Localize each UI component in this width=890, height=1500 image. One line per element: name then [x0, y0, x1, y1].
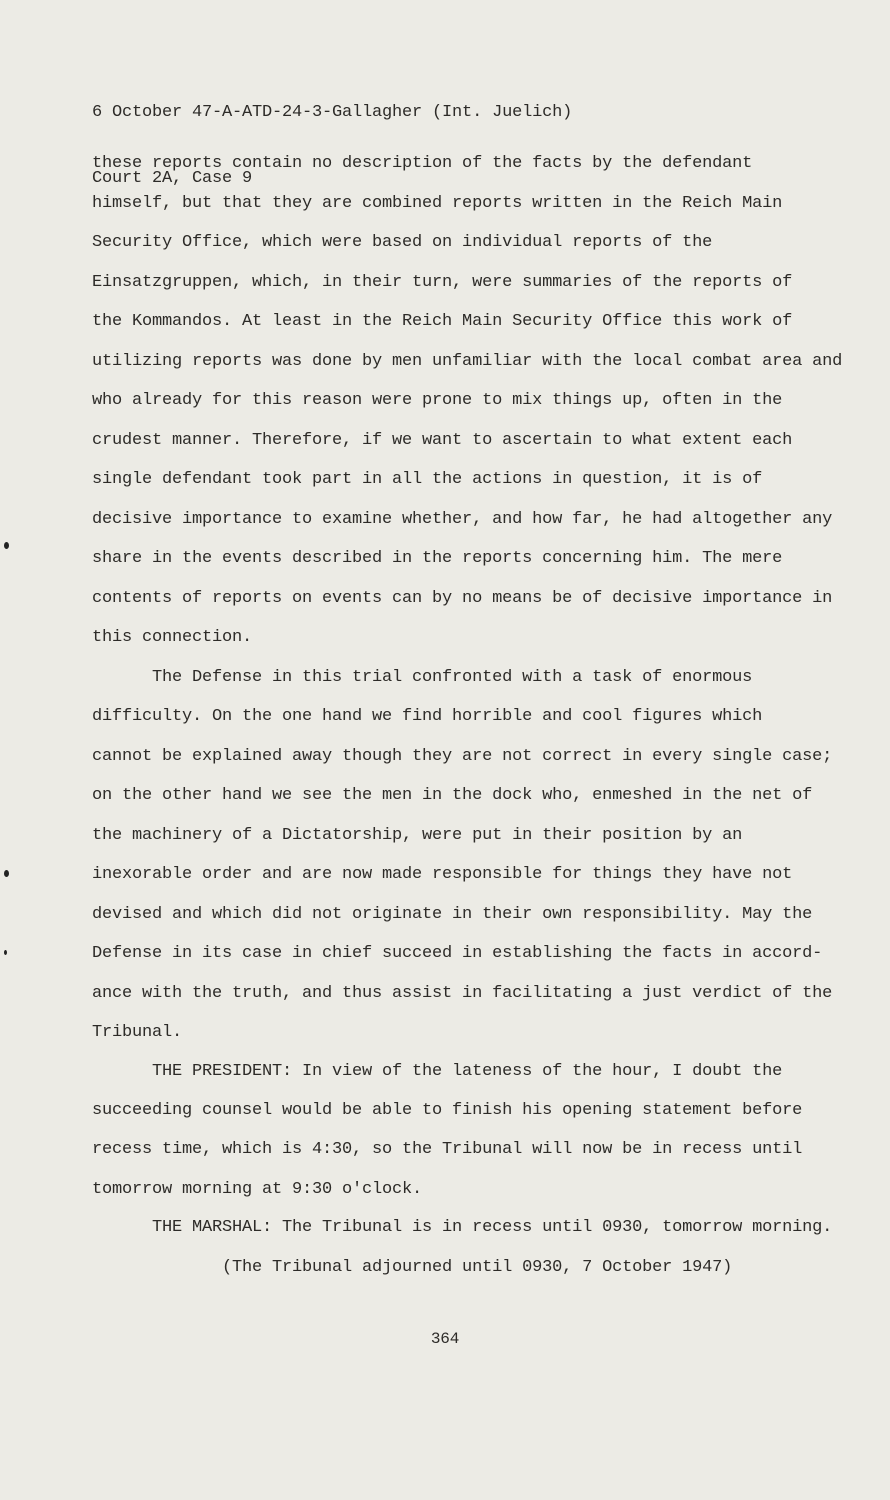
text-line: (The Tribunal adjourned until 0930, 7 October 1947) [92, 1258, 733, 1277]
text-line: who already for this reason were prone to mix things up, often in the [92, 391, 783, 410]
text-line: the machinery of a Dictatorship, were put in their position by an [92, 826, 743, 845]
text-line: succeeding counsel would be able to finish his opening statement before [92, 1101, 803, 1120]
text-line: single defendant took part in all the actions in question, it is of [92, 470, 763, 489]
text-line: cannot be explained away though they are not correct in every single case; [92, 747, 833, 766]
punch-hole-mark [4, 542, 9, 549]
text-line: himself, but that they are combined reports written in the Reich Main [92, 194, 783, 213]
text-line: crudest manner. Therefore, if we want to ascertain to what extent each [92, 431, 793, 450]
text-line: decisive importance to examine whether, and how far, he had altogether any [92, 510, 833, 529]
text-line: Defense in its case in chief succeed in establishing the facts in accord- [92, 944, 823, 963]
text-line: devised and which did not originate in their own responsibility. May the [92, 905, 813, 924]
header-line-1: 6 October 47-A-ATD-24-3-Gallagher (Int. Juelich) [92, 103, 573, 122]
text-line: utilizing reports was done by men unfamiliar with the local combat area and [92, 352, 843, 371]
text-line: Einsatzgruppen, which, in their turn, were summaries of the reports of [92, 273, 793, 292]
text-line: on the other hand we see the men in the dock who, enmeshed in the net of [92, 786, 813, 805]
text-line: Security Office, which were based on individual reports of the [92, 233, 713, 252]
text-line: Tribunal. [92, 1023, 183, 1042]
text-line: recess time, which is 4:30, so the Tribunal will now be in recess until [92, 1140, 803, 1159]
text-line: THE PRESIDENT: In view of the lateness of the hour, I doubt the [92, 1062, 783, 1081]
text-line: THE MARSHAL: The Tribunal is in recess until 0930, tomorrow morning. [92, 1218, 833, 1237]
text-line: these reports contain no description of the facts by the defendant [92, 154, 753, 173]
text-line: difficulty. On the one hand we find horrible and cool figures which [92, 707, 763, 726]
punch-hole-mark [4, 870, 9, 877]
text-line: ance with the truth, and thus assist in facilitating a just verdict of the [92, 984, 833, 1003]
text-line: contents of reports on events can by no means be of decisive importance in [92, 589, 833, 608]
header-line-2: Court 2A, Case 9 [92, 169, 253, 188]
text-line: this connection. [92, 628, 253, 647]
text-line: the Kommandos. At least in the Reich Main Security Office this work of [92, 312, 793, 331]
text-line: The Defense in this trial confronted with a task of enormous [92, 668, 753, 687]
text-line: share in the events described in the reports concerning him. The mere [92, 549, 783, 568]
page-number: 364 [430, 1330, 460, 1348]
text-line: inexorable order and are now made responsible for things they have not [92, 865, 793, 884]
text-line: tomorrow morning at 9:30 o'clock. [92, 1180, 423, 1199]
punch-hole-mark [4, 950, 7, 955]
